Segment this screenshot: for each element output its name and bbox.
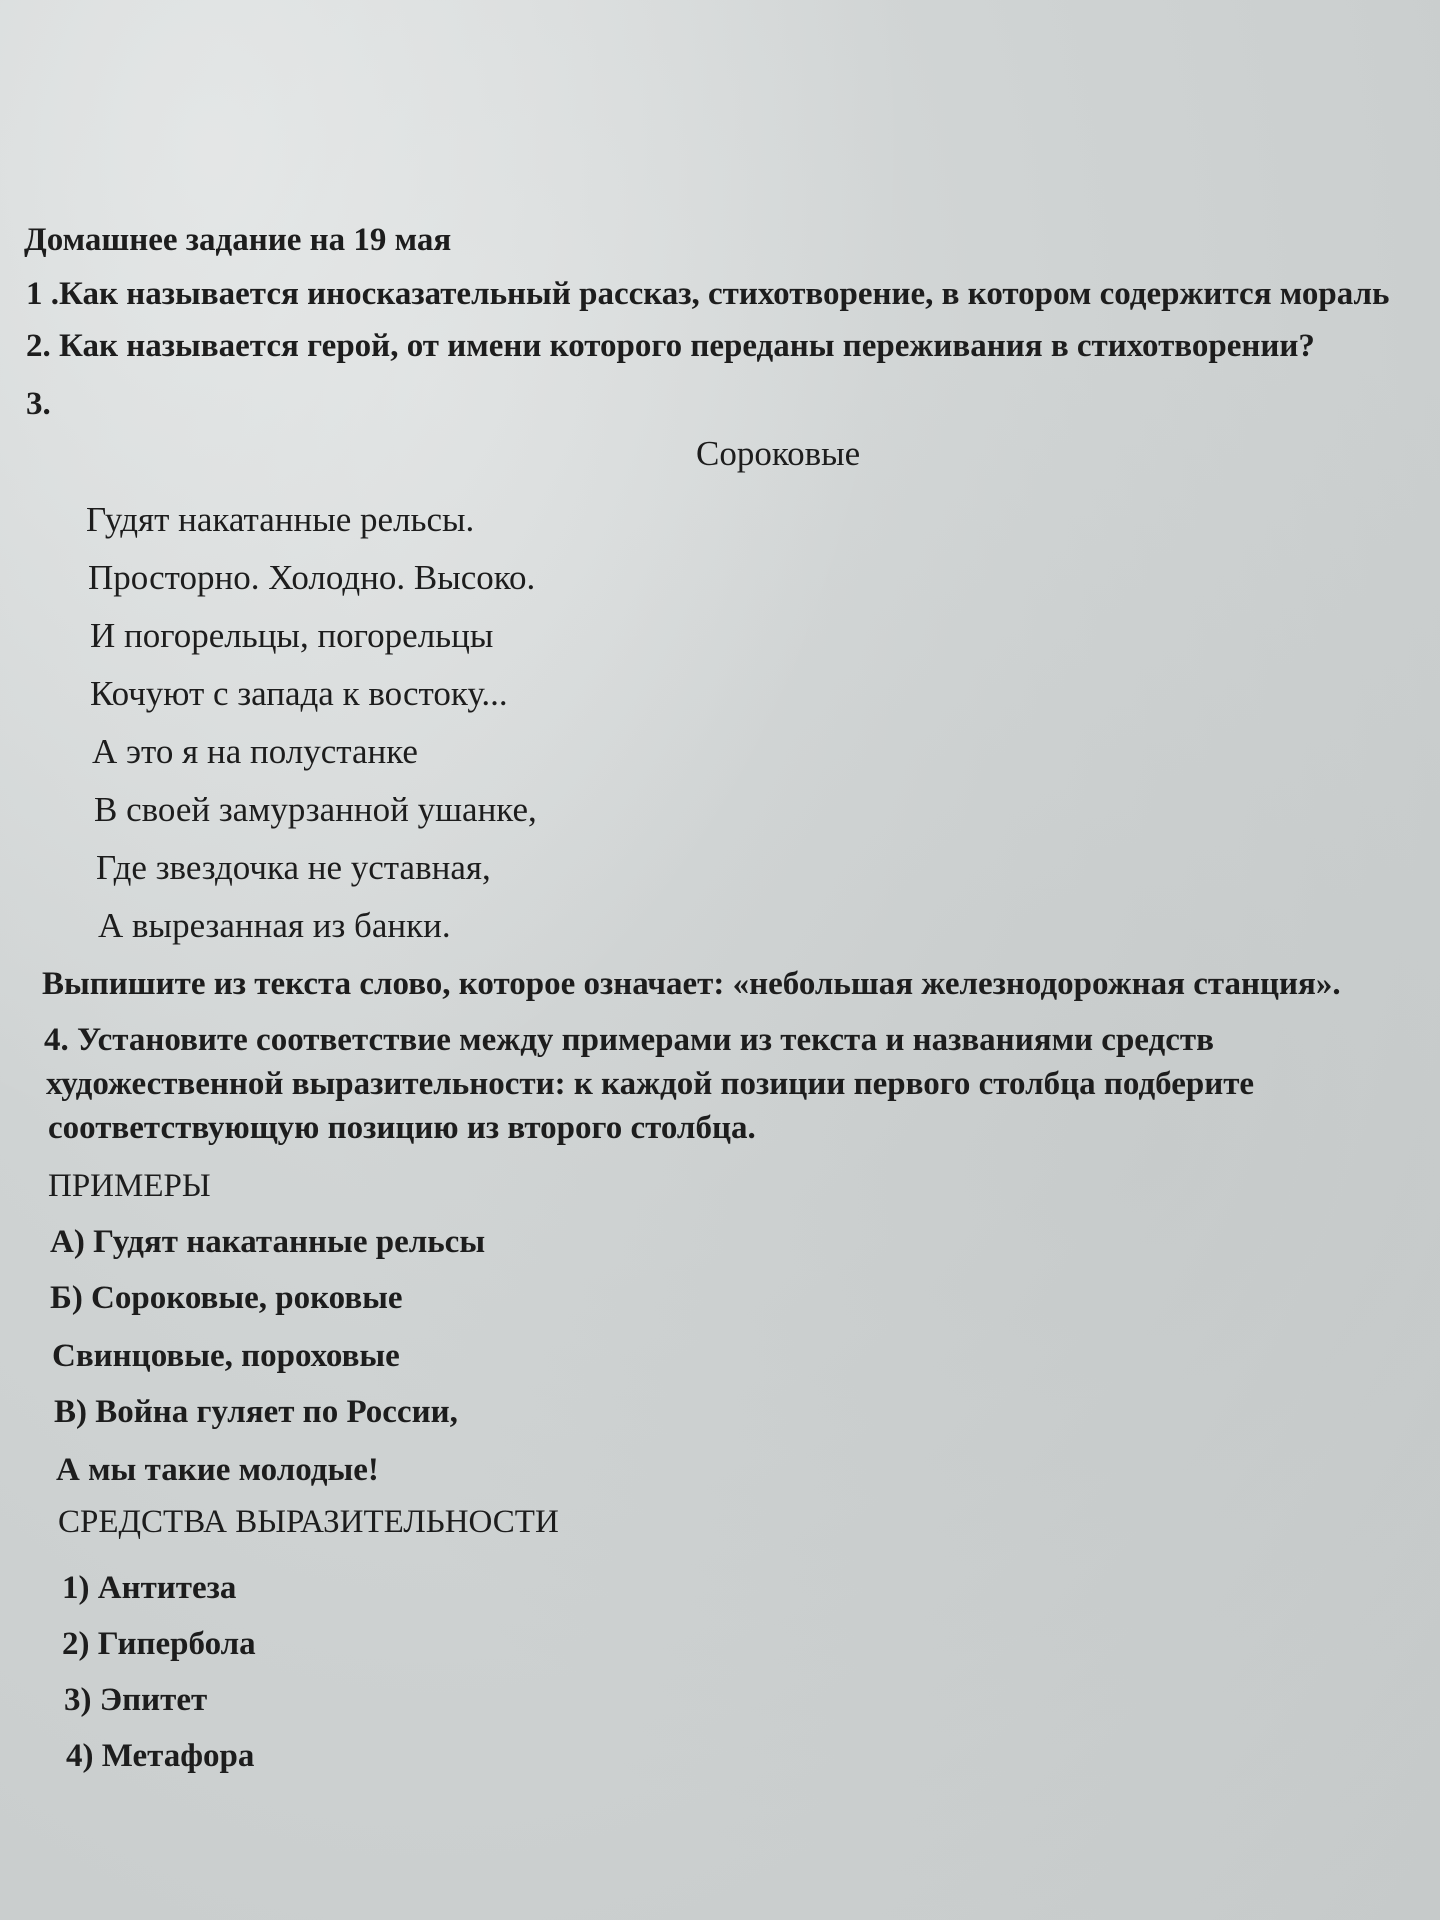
question-4-text: Установите соответствие между примерами из текста и названиями средств — [77, 1022, 1214, 1058]
example-line: В) Война гуляет по России, — [54, 1394, 458, 1430]
poem-line: Где звездочка не уставная, — [96, 848, 491, 887]
question-4-line-2: художественной выразительности: к каждой позиции первого столбца подберите — [46, 1066, 1255, 1102]
question-2-text: Как называется герой, от имени которого переданы переживания в стихотворении? — [59, 328, 1315, 364]
question-3-number: 3. — [26, 386, 51, 422]
question-4-line-1 — [44, 1020, 1214, 1060]
means-item: 4) Метафора — [66, 1738, 255, 1774]
means-item: 2) Гипербола — [62, 1626, 256, 1662]
example-line: Свинцовые, пороховые — [52, 1338, 400, 1374]
homework-heading: Домашнее задание на 19 мая — [24, 222, 452, 258]
poem-title: Сороковые — [696, 434, 861, 473]
question-4-number: 4. — [44, 1022, 69, 1058]
question-4-line-3: соответствующую позицию из второго столбца. — [48, 1110, 756, 1146]
question-1-number: 1 . — [26, 276, 59, 312]
examples-header: ПРИМЕРЫ — [48, 1168, 211, 1204]
example-line: А) Гудят накатанные рельсы — [50, 1224, 486, 1260]
poem-line: Просторно. Холодно. Высоко. — [88, 558, 536, 597]
poem-line: А это я на полустанке — [92, 732, 418, 771]
question-1-text: Как называется иносказательный рассказ, стихотворение, в котором содержится мораль — [59, 276, 1390, 312]
question-1 — [26, 274, 1389, 314]
means-header: СРЕДСТВА ВЫРАЗИТЕЛЬНОСТИ — [58, 1504, 559, 1540]
question-2 — [26, 326, 1315, 366]
means-item: 3) Эпитет — [64, 1682, 208, 1718]
poem-line: А вырезанная из банки. — [98, 906, 451, 945]
example-line: А мы такие молодые! — [56, 1452, 379, 1488]
poem-line: И погорельцы, погорельцы — [90, 616, 494, 655]
question-3-task: Выпишите из текста слово, которое означает: «небольшая железнодорожная станция». — [42, 966, 1341, 1002]
poem-line: Кочуют с запада к востоку... — [90, 674, 508, 713]
poem-line: В своей замурзанной ушанке, — [94, 790, 537, 829]
means-item: 1) Антитеза — [62, 1570, 237, 1606]
question-2-number: 2. — [26, 328, 51, 364]
poem-line: Гудят накатанные рельсы. — [86, 500, 475, 539]
example-line: Б) Сороковые, роковые — [50, 1280, 403, 1316]
